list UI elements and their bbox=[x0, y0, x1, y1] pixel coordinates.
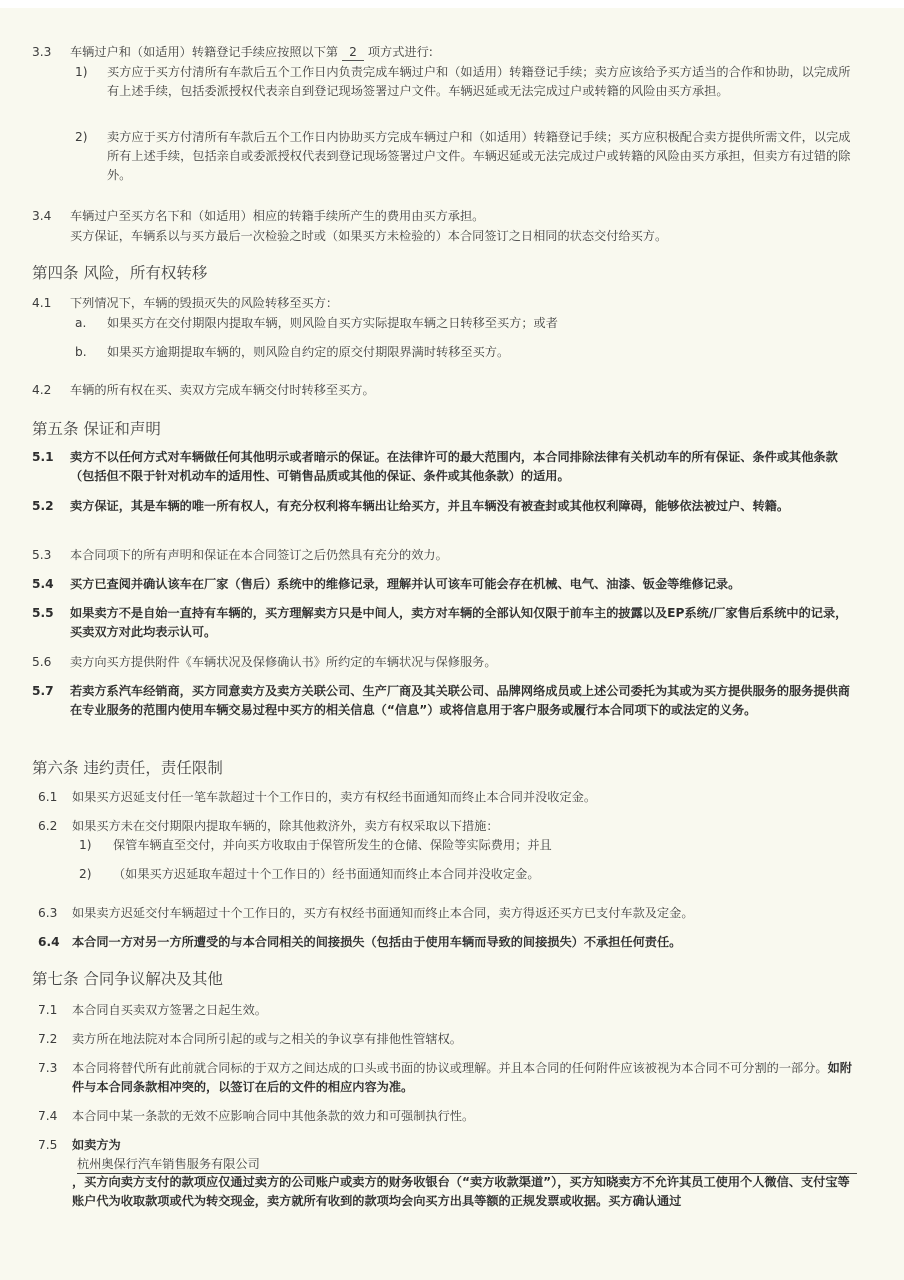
item-text: 如果买方逾期提取车辆的，则风险自约定的原交付期限界满时转移至买方。 bbox=[107, 345, 510, 359]
clause-number: 3.4 bbox=[32, 209, 52, 223]
clause-text: 本合同中某一条款的无效不应影响合同中其他条款的效力和可强制执行性。 bbox=[72, 1109, 475, 1123]
measure-number: 2) bbox=[79, 867, 92, 881]
clause-text: 若卖方系汽车经销商，买方同意卖方及卖方关联公司、生产厂商及其关联公司、品牌网络成员或上述公司委托为其或为买方提供服务的服务提供商在专业服务的范围内使用车辆交易过程中买方的相关信息（“信息”）或将信息用于客户服务或履行本合同项下的或法定的义务。 bbox=[70, 684, 850, 717]
clause-number: 6.1 bbox=[38, 790, 58, 804]
clause-text bbox=[72, 1059, 854, 1097]
clause-text: 车辆的所有权在买、卖双方完成车辆交付时转移至买方。 bbox=[70, 383, 375, 397]
item-letter: b. bbox=[75, 345, 87, 359]
clause-text: 本合同项下的所有声明和保证在本合同签订之后仍然具有充分的效力。 bbox=[70, 548, 448, 562]
clause-text: 如果买方未在交付期限内提取车辆的，除其他救济外，卖方有权采取以下措施： bbox=[72, 819, 499, 833]
clause-3-3-option-2 bbox=[75, 128, 857, 188]
clause-text: 本合同一方对另一方所遭受的与本合同相关的间接损失（包括由于使用车辆而导致的间接损失）不承担任何责任。 bbox=[72, 935, 682, 949]
clause-number: 5.2 bbox=[32, 499, 54, 513]
clause-number: 7.1 bbox=[38, 1003, 58, 1017]
clause-text: 卖方所在地法院对本合同所引起的或与之相关的争议享有排他性管辖权。 bbox=[72, 1032, 462, 1046]
measure-text: （如果买方迟延取车超过十个工作日的）经书面通知而终止本合同并没收定金。 bbox=[113, 867, 540, 881]
clause-3-3-option-1 bbox=[75, 63, 857, 123]
clause-number: 7.2 bbox=[38, 1032, 58, 1046]
clause-text bbox=[70, 43, 862, 62]
clause-number: 7.3 bbox=[38, 1061, 58, 1075]
clause-text: 买方已查阅并确认该车在厂家（售后）系统中的维修记录，理解并认可该车可能会存在机械、电气、油漆、钣金等维修记录。 bbox=[70, 577, 741, 591]
clause-5-5 bbox=[32, 604, 854, 644]
clause-5-7 bbox=[32, 682, 854, 742]
clause-text-end: 项方式进行: bbox=[367, 45, 433, 59]
clause-5-2 bbox=[32, 497, 854, 537]
clause-text-start: 车辆过户和（如适用）转籍登记手续应按照以下第 bbox=[70, 45, 339, 59]
clause-number: 5.4 bbox=[32, 577, 54, 591]
item-text: 如果买方在交付期限内提取车辆，则风险自买方实际提取车辆之日转移至买方；或者 bbox=[107, 316, 558, 330]
clause-text-bold: 如附件与本合同条款相冲突的，以签订在后的文件的相应内容为准。 bbox=[72, 1061, 852, 1094]
article-4-heading: 第四条 风险，所有权转移 bbox=[32, 264, 208, 282]
clause-text: 如果卖方迟延交付车辆超过十个工作日的，买方有权经书面通知而终止本合同，卖方得返还买方已支付车款及定金。 bbox=[72, 906, 694, 920]
clause-3-4 bbox=[32, 207, 862, 247]
clause-number: 5.1 bbox=[32, 450, 54, 464]
clause-number: 5.3 bbox=[32, 548, 52, 562]
clause-text: 下列情况下，车辆的毁损灭失的风险转移至买方： bbox=[70, 296, 339, 310]
clause-heading: 如卖方为 bbox=[72, 1138, 121, 1152]
measure-number: 1) bbox=[79, 838, 92, 852]
option-number: 1) bbox=[75, 65, 88, 79]
option-text: 卖方应于买方付清所有车款后五个工作日内协助买方完成车辆过户和（如适用）转籍登记手续；买方应积极配合卖方提供所需文件，以完成所有上述手续，包括亲自或委派授权代表到登记现场签署过户文件。车辆迟延或无法完成过户或转籍的风险由买方承担，但卖方有过错的除外。 bbox=[107, 130, 851, 182]
seller-company-name: 杭州奥保行汽车销售服务有限公司 bbox=[77, 1157, 260, 1171]
clause-7-5-text: ，买方向卖方支付的款项应仅通过卖方的公司账户或卖方的财务收银台（“卖方收款渠道”），买方知晓卖方不允许其员工使用个人微信、支付宝等账户代为收取款项或代为转交现金，卖方就所有收到的款项均会向买方出具等额的正规发票或收据。买方确认通过 bbox=[72, 1175, 850, 1208]
clause-number: 6.4 bbox=[38, 935, 60, 949]
clause-number: 6.3 bbox=[38, 906, 58, 920]
clause-number: 7.5 bbox=[38, 1138, 58, 1152]
seller-company-name-field bbox=[77, 1156, 857, 1174]
measure-text: 保管车辆直至交付，并向买方收取由于保管所发生的仓储、保险等实际费用；并且 bbox=[113, 838, 552, 852]
clause-text-normal: 本合同将替代所有此前就合同标的于双方之间达成的口头或书面的协议或理解。并且本合同的任何附件应该被视为本合同不可分割的一部分。 bbox=[72, 1061, 828, 1075]
clause-number: 5.5 bbox=[32, 606, 54, 620]
item-letter: a. bbox=[75, 316, 87, 330]
clause-number: 5.7 bbox=[32, 684, 54, 698]
option-text: 买方应于买方付清所有车款后五个工作日内负责完成车辆过户和（如适用）转籍登记手续；卖方应该给予买方适当的合作和协助，以完成所有上述手续，包括委派授权代表亲自到登记现场签署过户文件。车辆迟延或无法完成过户或转籍的风险由买方承担。 bbox=[107, 65, 851, 98]
clause-text: 如果卖方不是自始一直持有车辆的，买方理解卖方只是中间人，卖方对车辆的全部认知仅限于前车主的披露以及EP系统/厂家售后系统中的记录，买卖双方对此均表示认可。 bbox=[70, 606, 848, 639]
clause-text: 车辆过户至买方名下和（如适用）相应的转籍手续所产生的费用由买方承担。 bbox=[70, 209, 485, 223]
clause-number: 3.3 bbox=[32, 45, 52, 59]
clause-number: 4.2 bbox=[32, 383, 52, 397]
clause-text-line-2: 买方保证，车辆系以与买方最后一次检验之时或（如果买方未检验的）本合同签订之日相同的状态交付给买方。 bbox=[70, 229, 668, 243]
clause-5-1 bbox=[32, 448, 854, 488]
article-7-heading: 第七条 合同争议解决及其他 bbox=[32, 970, 223, 988]
clause-text: 卖方向买方提供附件《车辆状况及保修确认书》所约定的车辆状况与保修服务。 bbox=[70, 655, 497, 669]
clause-number: 7.4 bbox=[38, 1109, 58, 1123]
option-number-blank: 2 bbox=[342, 45, 364, 61]
clause-number: 6.2 bbox=[38, 819, 58, 833]
clause-7-3 bbox=[38, 1059, 854, 1099]
article-6-heading: 第六条 违约责任，责任限制 bbox=[32, 759, 223, 777]
clause-text: 卖方保证，其是车辆的唯一所有权人，有充分权利将车辆出让给买方，并且车辆没有被查封或其他权利障碍，能够依法被过户、转籍。 bbox=[70, 499, 790, 513]
clause-text: 如果买方迟延支付任一笔车款超过十个工作日的，卖方有权经书面通知而终止本合同并没收定金。 bbox=[72, 790, 597, 804]
clause-text: 卖方不以任何方式对车辆做任何其他明示或者暗示的保证。在法律许可的最大范围内，本合同排除法律有关机动车的所有保证、条件或其他条款（包括但不限于针对机动车的适用性、可销售品质或其他的保证、条件或其他条款）的适用。 bbox=[70, 450, 838, 483]
clause-number: 4.1 bbox=[32, 296, 52, 310]
clause-text: 本合同自买卖双方签署之日起生效。 bbox=[72, 1003, 267, 1017]
article-5-heading: 第五条 保证和声明 bbox=[32, 420, 161, 438]
clause-number: 5.6 bbox=[32, 655, 52, 669]
scan-top-edge bbox=[0, 0, 904, 8]
option-number: 2) bbox=[75, 130, 88, 144]
